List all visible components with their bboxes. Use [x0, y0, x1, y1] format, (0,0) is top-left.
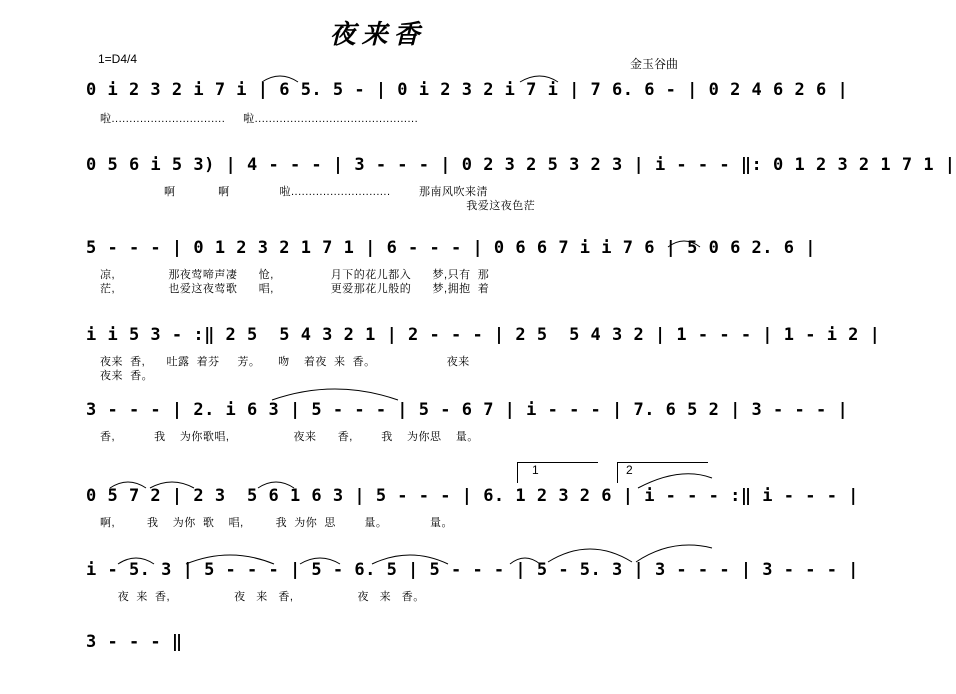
- slur-arc: [150, 482, 194, 488]
- notes-line: 0 5 7 2 | 2 3 5 6 1 6 3 | 5 - - - | 6. 1 2 3 2 6 | i - - - :‖ i - - - |: [86, 486, 859, 506]
- composer-credit: 金玉谷曲: [630, 57, 679, 71]
- lyrics-line: 啦................................ 啦..............................................: [100, 113, 419, 125]
- slur-arc: [110, 482, 146, 488]
- slur-arc: [272, 389, 398, 400]
- slur-arc: [372, 555, 448, 564]
- lyrics-line: 我爱这夜色茫: [100, 200, 536, 212]
- lyrics-line: 夜来 香。: [100, 370, 154, 382]
- notes-line: 0 i 2 3 2 i 7 i | 6 5. 5 - | 0 i 2 3 2 i 7 i | 7 6. 6 - | 0 2 4 6 2 6 |: [86, 80, 849, 100]
- slur-arc: [668, 241, 700, 247]
- lyrics-line: 凉, 那夜莺啼声凄 怆, 月下的花儿都入 梦,只有 那: [100, 269, 490, 281]
- volta-label-1: 1: [532, 463, 539, 477]
- notes-line: 5 - - - | 0 1 2 3 2 1 7 1 | 6 - - - | 0 6 6 7 i i 7 6 | 5 0 6 2. 6 |: [86, 238, 816, 258]
- song-title: 夜来香: [329, 20, 426, 49]
- volta-label-2: 2: [626, 463, 633, 477]
- key-signature: 1=D4/4: [98, 52, 138, 66]
- lyrics-line: 茫, 也爱这夜莺歌 唱, 更爱那花儿般的 梦,拥抱 着: [100, 283, 490, 295]
- slur-arc: [262, 76, 298, 82]
- lyrics-line: 香, 我 为你歌唱, 夜来 香, 我 为你思 量。: [100, 431, 479, 443]
- notes-line: 3 - - - | 2. i 6 3 | 5 - - - | 5 - 6 7 | i - - - | 7. 6 5 2 | 3 - - - |: [86, 400, 849, 420]
- lyrics-line: 夜 来 香, 夜 来 香, 夜 来 香。: [100, 591, 425, 603]
- notes-line: 3 - - - ‖: [86, 632, 183, 652]
- slur-arc: [510, 558, 540, 564]
- slur-arc: [300, 558, 340, 564]
- slur-arc: [118, 558, 154, 564]
- slur-arc: [258, 482, 294, 488]
- notes-line: i i 5 3 - :‖ 2 5 5 4 3 2 1 | 2 - - - | 2 5 5 4 3 2 | 1 - - - | 1 - i 2 |: [86, 325, 881, 345]
- slur-arc: [548, 549, 632, 562]
- lyrics-line: 夜来 香, 吐露 着芬 芳。 吻 着夜 来 香。 夜来: [100, 356, 470, 368]
- lyrics-line: 啊 啊 啦............................ 那南风吹来清: [100, 186, 488, 198]
- slur-arc: [520, 76, 558, 82]
- slur-arc: [186, 555, 274, 564]
- lyrics-line: 啊, 我 为你 歌 唱, 我 为你 思 量。 量。: [100, 517, 454, 529]
- slur-arc: [638, 474, 712, 488]
- notes-line: 0 5 6 i 5 3) | 4 - - - | 3 - - - | 0 2 3 2 5 3 2 3 | i - - - ‖: 0 1 2 3 2 1 7 1 |: [86, 155, 956, 175]
- slur-arc: [636, 545, 712, 562]
- notes-line: i - 5. 3 | 5 - - - | 5 - 6. 5 | 5 - - - | 5 - 5. 3 | 3 - - - | 3 - - - |: [86, 560, 859, 580]
